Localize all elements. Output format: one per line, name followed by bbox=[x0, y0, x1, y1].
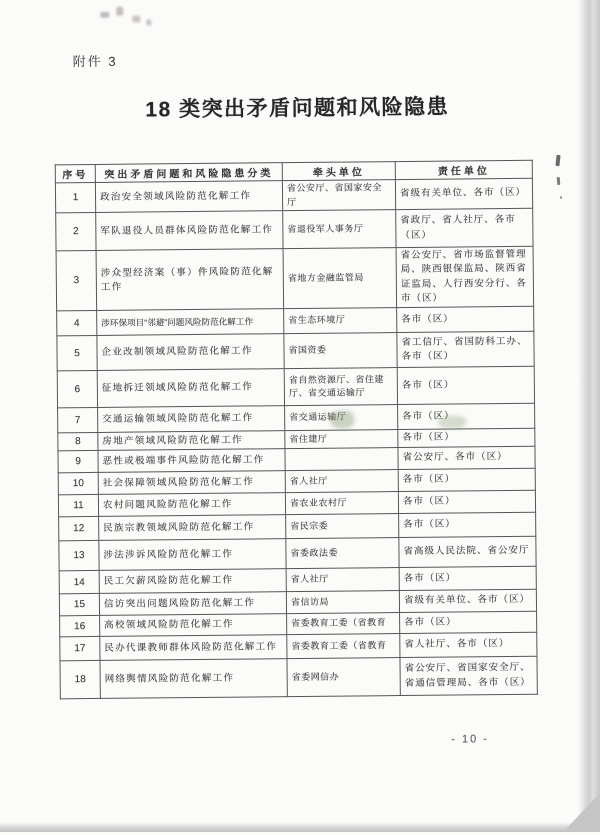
cell-row-number: 2 bbox=[56, 212, 96, 250]
cell-category: 社会保障领域风险防范化解工作 bbox=[98, 471, 285, 495]
cell-lead-unit: 省委政法委 bbox=[286, 538, 399, 569]
scan-edge-right bbox=[578, 0, 600, 832]
table-row bbox=[56, 246, 534, 311]
cell-responsible-unit: 各市（区） bbox=[399, 512, 536, 537]
cell-row-number: 10 bbox=[58, 472, 98, 494]
cell-category: 民办代课教师群体风险防范化解工作 bbox=[100, 635, 287, 661]
cell-row-number: 9 bbox=[58, 450, 98, 472]
cell-lead-unit: 省地方金融监管局 bbox=[283, 248, 397, 309]
cell-responsible-unit: 各市（区） bbox=[397, 366, 534, 404]
cell-row-number: 5 bbox=[57, 335, 97, 370]
cell-category: 企业改制领域风险防范化解工作 bbox=[97, 334, 284, 371]
cell-lead-unit bbox=[285, 448, 398, 471]
cell-lead-unit: 省退役军人事务厅 bbox=[283, 210, 396, 249]
cell-lead-unit: 省民宗委 bbox=[286, 514, 399, 539]
cell-row-number: 1 bbox=[55, 182, 95, 212]
green-stamp-smudge bbox=[330, 410, 354, 428]
table-body bbox=[55, 178, 537, 699]
cell-responsible-unit: 各市（区） bbox=[399, 566, 536, 590]
cell-row-number: 3 bbox=[56, 250, 97, 310]
cell-category: 高校领域风险防范化解工作 bbox=[100, 614, 287, 637]
cell-lead-unit: 省人社厅 bbox=[285, 470, 398, 493]
cell-lead-unit: 省生态环境厅 bbox=[284, 308, 397, 334]
cell-row-number: 4 bbox=[57, 310, 97, 335]
cell-category: 网络舆情风险防范化解工作 bbox=[100, 659, 287, 699]
cell-responsible-unit: 省公安厅、省市场监督管理局、陕西银保监局、陕西省证监局、人行西安分行、各市（区） bbox=[396, 246, 534, 307]
cell-lead-unit: 省农业农村厅 bbox=[285, 492, 398, 515]
header-cell-number: 序号 bbox=[55, 164, 95, 182]
cell-responsible-unit: 省公安厅、省国家安全厅、省通信管理局、各市（区） bbox=[400, 656, 537, 695]
page-number: - 10 - bbox=[451, 733, 490, 746]
cell-row-number: 11 bbox=[58, 494, 98, 516]
cell-responsible-unit: 省高级人民法院、省公安厅 bbox=[399, 536, 536, 567]
cell-category: 交通运输领域风险防范化解工作 bbox=[98, 406, 285, 433]
cell-category: 民工欠薪风险防范化解工作 bbox=[99, 569, 286, 594]
cell-category: 房地产领域风险防范化解工作 bbox=[98, 431, 285, 451]
cell-responsible-unit: 省级有关单位、各市（区） bbox=[395, 178, 532, 209]
cell-row-number: 12 bbox=[59, 516, 99, 540]
header-cell-category: 突出矛盾问题和风险隐患分类 bbox=[95, 163, 282, 183]
cell-row-number: 13 bbox=[59, 540, 99, 570]
cell-row-number: 8 bbox=[58, 432, 98, 450]
table-row bbox=[55, 178, 532, 213]
cell-row-number: 16 bbox=[60, 615, 100, 636]
table-row bbox=[57, 331, 534, 371]
faded-stamp-artifact bbox=[94, 3, 164, 32]
cell-responsible-unit: 各市（区） bbox=[398, 490, 535, 513]
cell-category: 恶性或极端事件风险防范化解工作 bbox=[98, 449, 285, 473]
cell-responsible-unit: 各市（区） bbox=[400, 611, 537, 633]
cell-category: 信访突出问题风险防范化解工作 bbox=[99, 592, 286, 616]
cell-lead-unit: 省委教育工委（省教育 bbox=[287, 613, 400, 635]
cell-category: 涉众型经济案（事）件风险防范化解工作 bbox=[96, 249, 284, 311]
cell-responsible-unit: 省人社厅、各市（区） bbox=[400, 632, 537, 657]
cell-responsible-unit: 省政厅、省人社厅、各市（区） bbox=[396, 208, 533, 247]
cell-row-number: 6 bbox=[57, 370, 97, 407]
cell-row-number: 14 bbox=[59, 570, 99, 593]
cell-responsible-unit: 省公安厅、各市（区） bbox=[398, 446, 535, 469]
cell-row-number: 7 bbox=[58, 407, 98, 432]
risk-table bbox=[55, 160, 538, 700]
header-cell-responsible: 责任单位 bbox=[395, 160, 532, 179]
header-cell-lead-unit: 牵头单位 bbox=[282, 162, 395, 181]
green-stamp-smudge bbox=[438, 415, 466, 428]
cell-row-number: 18 bbox=[60, 660, 100, 698]
cell-lead-unit: 省住建厅 bbox=[285, 430, 398, 449]
attachment-label: 附件 3 bbox=[72, 53, 118, 70]
cell-responsible-unit: 省工信厅、省国防科工办、各市（区） bbox=[397, 331, 534, 367]
cell-category: 农村问题风险防范化解工作 bbox=[98, 493, 285, 517]
cell-category: 涉环保项目“邻避”问题风险防范化解工作 bbox=[97, 309, 284, 336]
staple-mark bbox=[560, 196, 562, 199]
cell-lead-unit: 省国资委 bbox=[284, 333, 397, 369]
cell-responsible-unit: 省级有关单位、各市（区） bbox=[399, 589, 536, 612]
cell-responsible-unit: 各市（区） bbox=[398, 468, 535, 491]
cell-category: 民族宗教领域风险防范化解工作 bbox=[99, 515, 286, 541]
table-row bbox=[56, 208, 533, 251]
cell-row-number: 17 bbox=[60, 636, 100, 660]
cell-responsible-unit: 各市（区） bbox=[397, 306, 534, 332]
cell-category: 政治安全领域风险防范化解工作 bbox=[95, 181, 282, 213]
cell-lead-unit: 省委教育工委（省教育 bbox=[287, 634, 400, 659]
document-title: 18 类突出矛盾问题和风险隐患 bbox=[145, 95, 450, 122]
cell-row-number: 15 bbox=[59, 593, 99, 615]
scan-edge-bottom bbox=[0, 822, 600, 832]
cell-category: 军队退役人员群体风险防范化解工作 bbox=[96, 211, 283, 251]
cell-lead-unit: 省自然资源厅、省住建厅、省交通运输厅 bbox=[284, 368, 397, 406]
staple-mark bbox=[557, 177, 561, 185]
cell-lead-unit: 省信访局 bbox=[286, 591, 399, 614]
cell-lead-unit: 省交通运输厅 bbox=[285, 405, 398, 431]
table-row bbox=[57, 366, 534, 408]
table-row bbox=[60, 656, 537, 699]
cell-lead-unit: 省人社厅 bbox=[286, 568, 399, 592]
table-row bbox=[59, 536, 536, 571]
cell-responsible-unit: 各市（区） bbox=[398, 428, 535, 447]
cell-lead-unit: 省委网信办 bbox=[287, 658, 400, 697]
cell-category: 涉法涉诉风险防范化解工作 bbox=[99, 539, 286, 571]
cell-category: 征地拆迁领域风险防范化解工作 bbox=[97, 369, 284, 408]
cell-responsible-unit: 各市（区） bbox=[398, 403, 535, 429]
cell-lead-unit: 省公安厅、省国家安全厅 bbox=[282, 180, 395, 211]
